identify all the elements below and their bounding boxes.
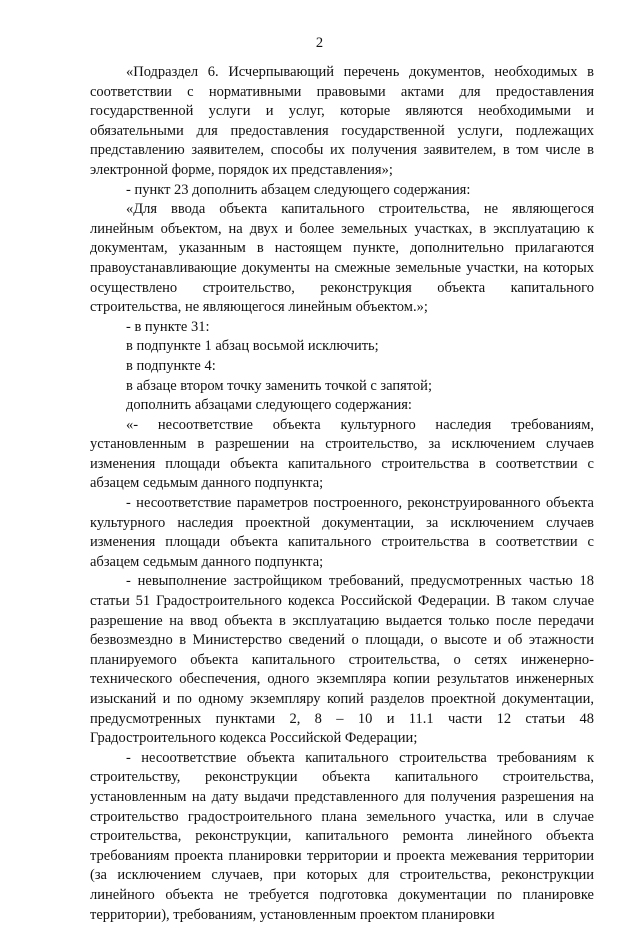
paragraph: в абзаце втором точку заменить точкой с запятой; <box>126 377 432 394</box>
paragraph: дополнить абзацами следующего содержания: <box>126 397 412 414</box>
paragraph: - невыполнение застройщиком требований, предусмотренных частью 18 статьи 51 Градостроительного кодекса Российской Федерации. В таком случае разрешение на ввод объекта в эксплуатацию выдается только после передачи безвозмездно в Министерство сведений о площади, о высоте и об этажности планируемого объекта капитального строительства, о сетях инженерно-технического обеспечения, одного экземпляра копии результатов инженерных изысканий и по одному экземпляру копий разделов проектной документации, предусмотренных пунктами 2, 8 – 10 и 11.1 части 12 статьи 48 Градостроительного кодекса Российской Федерации; <box>90 573 594 747</box>
paragraph: «Для ввода объекта капитального строительства, не являющегося линейным объектом, на двух и более земельных участках, в эксплуатацию к документам, указанным в настоящем пункте, дополнительно прилагаются правоустанавливающие документы на смежные земельные участки, на которых осуществлено строительство, реконструкция объекта капитального строительства, не являющегося линейным объектом.»; <box>90 201 594 316</box>
paragraph: «- несоответствие объекта культурного наследия требованиям, установленным в разрешении на строительство, за исключением случаев изменения площади объекта капитального строительства в соответствии с абзацем седьмым данного подпункта; <box>90 416 594 492</box>
paragraph: - несоответствие объекта капитального строительства требованиям к строительству, реконструкции объекта капитального строительства, установленным на дату выдачи представленного для получения разрешения на строительство градостроительного плана земельного участка, или в случае строительства, реконструкции, капитального ремонта линейного объекта требованиям проекта планировки территории и проекта межевания территории (за исключением случаев, при которых для строительства, реконструкции линейного объекта не требуется подготовка документации по планировке территории), требованиям, установленным проектом планировки <box>90 749 594 923</box>
paragraph: в подпункте 4: <box>126 357 216 374</box>
paragraph: - в пункте 31: <box>126 318 210 335</box>
paragraph: - пункт 23 дополнить абзацем следующего содержания: <box>126 181 471 198</box>
document-body <box>90 63 594 925</box>
paragraph: «Подраздел 6. Исчерпывающий перечень документов, необходимых в соответствии с нормативными правовыми актами для предоставления государственной услуги и услуг, которые являются необходимыми и обязательными для предоставления государственной услуги, подлежащих представлению заявителем, способы их получения заявителем, в том числе в электронной форме, порядок их представления»; <box>90 64 594 178</box>
paragraph: в подпункте 1 абзац восьмой исключить; <box>126 338 379 355</box>
paragraph: - несоответствие параметров построенного, реконструированного объекта культурного наследия проектной документации, за исключением случаев изменения площади объекта капитального строительства в соответствии с абзацем седьмым данного подпункта; <box>90 495 594 570</box>
page-number: 2 <box>315 35 324 51</box>
